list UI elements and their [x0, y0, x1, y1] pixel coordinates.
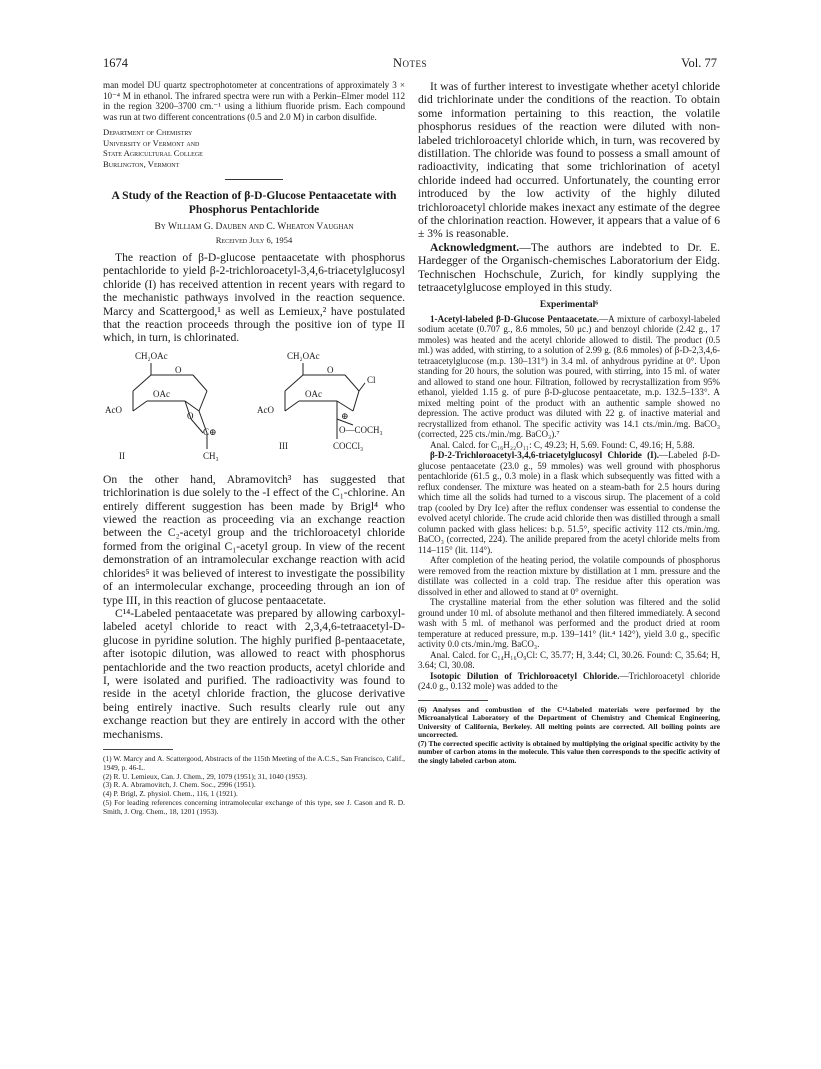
ring-oxygen-label: O [327, 364, 334, 375]
oxonium-label: ⊕ [341, 410, 349, 421]
footnote: (3) R. A. Abramovitch, J. Chem. Soc., 2996 (1951). [103, 780, 256, 790]
ring-oxygen-label: O [175, 364, 182, 375]
previous-affiliation [103, 127, 405, 169]
methyl-label: CH₃ [203, 450, 219, 461]
experimental-heading: Experimental⁶ [539, 299, 599, 310]
body-paragraph: It was of further interest to investigate whether acetyl chloride did trichlorinate under the conditions of the reaction. To obtain some information pertaining to this reaction, the volatile phosphorus residues of the reaction were diluted with non-labeled trichloroacetyl chloride which, in turn, was recovered by distillation. The chloride was found to possess a small amount of radioactivity, indicating that some trichlorination of acetyl chloride indeed had occurred. Unfortunately, the counting error introduced by the low activity of the highly diluted trichloroacetyl chloride makes inexact any estimate of the degree of the chlorination reaction. However, it appears that a value of 6 ± 3% is reasonable. [418, 80, 720, 241]
ch2oac-label: CH₂OAc [135, 350, 168, 361]
received-date: Received July 6, 1954 [215, 235, 293, 245]
section-title: Notes [392, 56, 428, 70]
section-title: 1-Acetyl-labeled β-D-Glucose Pentaacetate. [430, 313, 600, 324]
body-paragraph: C¹⁴-Labeled pentaacetate was prepared by allowing carboxyl-labeled acetyl chloride to react with 2,3,4,6-tetraacetyl-D-glucose in pyridine solution. The highly purified β-pentaacetate, after isotopic dilution, was allowed to react with phosphorus pentachloride and the two reaction products, acetyl chloride and I, were isolated and purified. The radioactivity was found to reside in the acetyl chloride fraction, the glucose derivative being entirely inactive. Such results clearly rule out any exchange reaction but they are entirely in accord with the other mechanisms. [103, 606, 405, 741]
section-text: —Labeled β-D-glucose pentaacetate (23.0 g., 59 mmoles) was well ground with phosphorus pentachloride (61.5 g., 0.3 mole) in a flask which subsequently was fitted with a reflux condenser. The mixture was heated on a steam-bath for 2.5 hours during which time all the solids had turned to a viscous sirup. The placement of a cold trap (cooled by Dry Ice) after the reflux condenser was essential to condense the evolved acetyl chloride. The crude acid chloride then was distilled through a small column packed with glass helices: b.p. 51.5°, specific activity 112 cts./min./mg. BaCO₃ (corrected, 224). The anilide prepared from the acetyl chloride melts from 114–115° (lit. 114°). [418, 450, 720, 555]
section-text: —Trichloroacetyl chloride (24.0 g., 0.132 mole) was added to the [418, 670, 720, 691]
divider [225, 179, 283, 180]
affiliation-line: State Agricultural College [103, 148, 203, 158]
volume-label: Vol. 77 [681, 56, 717, 70]
structure-III-label: III [279, 440, 288, 451]
structure-drawing [103, 349, 405, 469]
ch2oac-label: CH₂OAc [287, 350, 320, 361]
coccl3-label: COCCl₃ [333, 440, 364, 451]
experimental-section [418, 450, 720, 555]
experimental-paragraph [418, 555, 720, 597]
footnote: (6) Analyses and combustion of the C¹⁴-labeled materials were performed by the Microanalytical Laboratory of the Department of Chemistry and Chemical Engineering, University of California, Berkeley. All melting points are corrected. All boiling points are uncorrected. [418, 704, 720, 740]
experimental-paragraph [418, 597, 720, 650]
affiliation-line: University of Vermont and [103, 137, 200, 148]
footnote: (2) R. U. Lemieux, Can. J. Chem., 29, 1079 (1951); 31, 1040 (1953). [103, 771, 308, 781]
oac-label: OAc [305, 388, 322, 399]
analysis-line [418, 440, 720, 451]
body-paragraph: On the other hand, Abramovitch³ has suggested that trichlorination is due solely to the -I effect of the C₁-chlorine. An entirely different suggestion has been made by Brigl⁴ who viewed the reaction as proceeding via an exchange reaction between the C₂-acetyl group and the trichloroacetyl chloride formed from the original C₁-acetyl group. In view of the recent demonstration of an intramolecular exchange reaction with acid chlorides⁵ it was believed of interest to investigate the possibility of an intermolecular exchange, proceeding through an ion of type III, in this reaction of glucose pentaacetate. [103, 472, 405, 607]
article-title: A Study of the Reaction of β-D-Glucose Pentaacetate with Phosphorus Pentachloride [111, 189, 397, 216]
structure-II-label: II [119, 450, 125, 461]
c-plus-label: C⊕ [203, 426, 217, 437]
chemical-structures [103, 349, 405, 469]
section-text: Anal. Calcd. for C₁₄H₁₆O₉Cl: C, 35.77; H, 3.44; Cl, 30.26. Found: C, 35.64; H, 3.64; Cl, 30.08. [418, 649, 720, 670]
acknowledgment [418, 241, 720, 295]
section-text: Anal. Calcd. for C₁₆H₂₂O₁₁: C, 49.23; H, 5.69. Found: C, 49.16; H, 5.88. [430, 439, 695, 450]
section-text: The crystalline material from the ether solution was filtered and the solid ground under 10 ml. of absolute methanol and then filtered immediately. A second wash with 5 ml. of methanol was performed and the product dried at room temperature at reduced pressure, m.p. 139–141° (lit.⁴ 142°), yield 3.0 g., specific activity 0.0 cts./min./mg. BaCO₃. [418, 597, 720, 649]
ococh3-label: O—COCH₃ [339, 424, 383, 435]
acknowledgment-text: —The authors are indebted to Dr. E. Hardegger of the Organisch-chemisches Laboratorium der Eidg. Technischen Hochschule, Zurich, for kindly supplying the tetraacetylglucose employed in this study. [418, 240, 720, 295]
right-column [418, 80, 720, 766]
affiliation-line: Burlington, Vermont [103, 158, 180, 169]
footnote-divider [418, 700, 488, 701]
footnote: (5) For leading references concerning intramolecular exchange of this type, see J. Cason and R. D. Smith, J. Org. Chem., 18, 1201 (1953). [103, 797, 405, 816]
previous-article-tail: man model DU quartz spectrophotometer at concentrations of approximately 3 × 10⁻⁴ M in ethanol. The infrared spectra were run with a Perkin–Elmer model 112 in the region 3200–3700 cm.⁻¹ using a lithium fluoride prism. Each compound was run at two different concentrations (0.5 and 2.0 M) in carbon disulfide. [103, 80, 405, 122]
bridge-oxygen-label: O [187, 410, 194, 421]
affiliation-line: Department of Chemistry [103, 127, 193, 137]
section-title: Isotopic Dilution of Trichloroacetyl Chloride. [430, 670, 620, 681]
footnote-divider [103, 749, 173, 750]
footnote: (1) W. Marcy and A. Scattergood, Abstracts of the 115th Meeting of the A.C.S., San Francisco, Calif., 1949, p. 46-L. [103, 753, 405, 772]
article-authors: By William G. Dauben and C. Wheaton Vaughan [154, 222, 354, 232]
page-number: 1674 [103, 56, 128, 70]
section-title: β-D-2-Trichloroacetyl-3,4,6-triacetylglucosyl Chloride (I). [430, 450, 660, 460]
experimental-section [418, 671, 720, 692]
page-header [103, 56, 717, 72]
left-column [103, 80, 405, 817]
acknowledgment-label: Acknowledgment. [430, 240, 520, 254]
footnote: (7) The corrected specific activity is obtained by multiplying the original specific activity by the number of carbon atoms in the molecule. This value then corresponds to the specific activity of the singly labeled carbon atom. [418, 738, 720, 766]
chloro-label: Cl [367, 374, 376, 385]
aco-label: AcO [257, 404, 274, 415]
oac-label: OAc [153, 388, 170, 399]
intro-paragraph: The reaction of β-D-glucose pentaacetate with phosphorus pentachloride to yield β-2-trichloroacetyl-3,4,6-triacetylglucosyl chloride (I) has received attention in recent years with regard to the mechanistic pathways involved in the reaction sequence. Marcy and Scattergood,¹ as well as Lemieux,² have postulated that the reaction proceeds through the positive ion of type II which, in turn, is chlorinated. [103, 251, 405, 345]
section-text: —A mixture of carboxyl-labeled sodium acetate (0.707 g., 8.6 mmoles, 50 μc.) and benzoyl chloride (2.42 g., 17 mmoles) was heated and the acetyl chloride allowed to distil. The product (0.5 ml.) was added, with stirring, to a solution of 2.99 g. (8.6 mmoles) of β-D-2,3,4,6-tetraacetylglucose (m.p. 130–131°) in 3.4 ml. of anhydrous pyridine at 0°. Upon standing for 20 hours, the solution was poured, with stirring, into 15 ml. of water and allowed to stand one hour. Filtration, followed by recrystallization from 95% ethanol, yielded 1.15 g. of pure β-D-glucose pentaacetate, m.p. 132.5–133°. A mixed melting point of the product with an authentic sample showed no depression. The active product was diluted with 22 g. of inactive material and recrystallized from ethanol. The specific activity was 14.1 cts./min./mg. BaCO₃ (corrected, 225 cts./min./mg. BaCO₃).⁷ [418, 313, 720, 439]
aco-label: AcO [105, 404, 122, 415]
analysis-line [418, 650, 720, 671]
experimental-section [418, 314, 720, 440]
footnote: (4) P. Brigl, Z. physiol. Chem., 116, 1 (1921). [103, 789, 238, 799]
section-text: After completion of the heating period, the volatile compounds of phosphorus were removed from the reaction mixture by distillation at 1 mm. pressure and the distillate was collected in a cold trap. The residue after this operation was dissolved in ether and allowed to stand at 0° overnight. [418, 555, 720, 597]
